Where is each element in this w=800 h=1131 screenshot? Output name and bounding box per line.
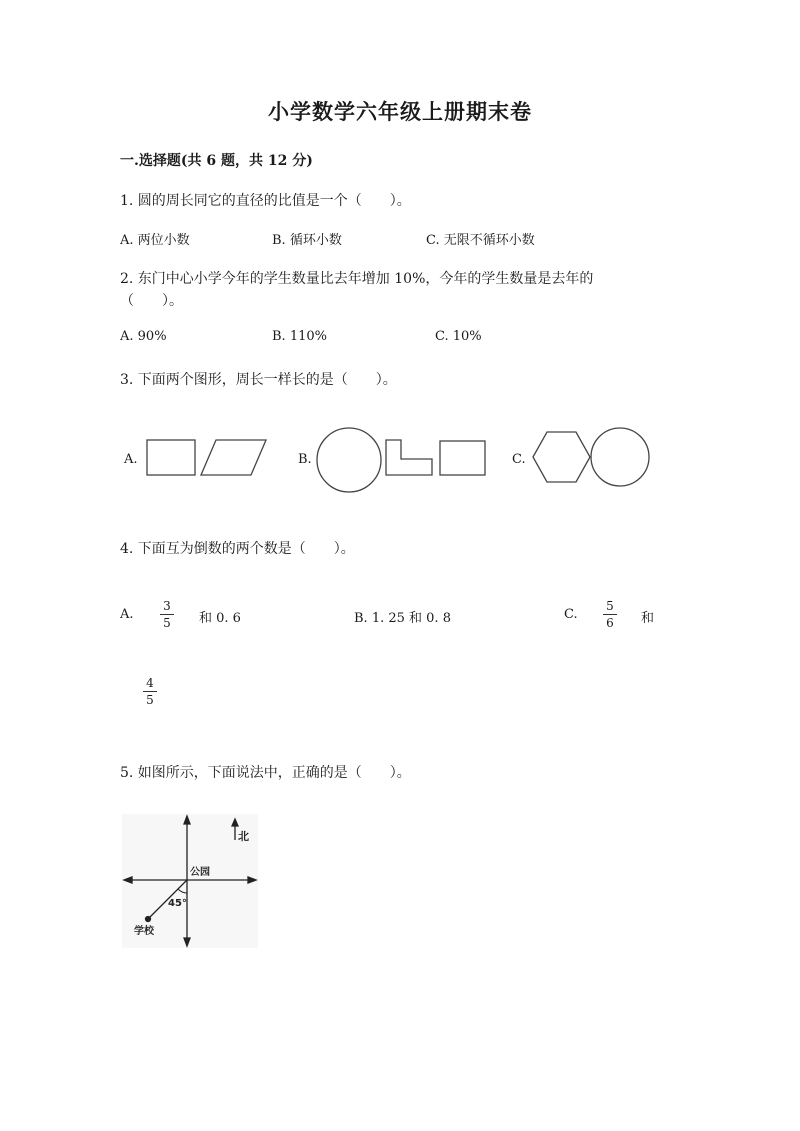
circle-shape-c [591,428,649,486]
square-shape [147,440,195,475]
question-4-option-c-label[interactable]: C. [564,607,578,622]
question-5-stem: 5. 如图所示，下面说法中，正确的是（ ）。 [120,765,411,781]
l-shape [386,440,432,475]
question-2-option-b[interactable]: B. 110% [272,329,327,344]
park-label: 公园 [190,867,210,878]
question-3-option-c[interactable]: C. [512,452,526,467]
section-heading: 一.选择题(共 6 题，共 12 分) [120,153,313,169]
parallelogram-shape [201,440,266,475]
question-2-option-c[interactable]: C. 10% [435,329,482,344]
circle-shape [317,428,381,492]
question-4-stem: 4. 下面互为倒数的两个数是（ ）。 [120,541,355,557]
question-1-option-c[interactable]: C. 无限不循环小数 [426,233,535,248]
question-2-stem-line2: （ ）。 [120,293,183,309]
question-1-stem: 1. 圆的周长同它的直径的比值是一个（ ）。 [120,193,411,209]
question-1-option-a[interactable]: A. 两位小数 [120,233,190,248]
question-2-stem-line1: 2. 东门中心小学今年的学生数量比去年增加 10%，今年的学生数量是去年的 [120,271,594,287]
question-3-figures [0,0,800,520]
fraction-three-fifths: 3 5 [160,599,174,630]
hexagon-shape [533,432,590,482]
school-label: 学校 [134,926,154,937]
question-3-option-a[interactable]: A. [124,452,138,467]
question-4-option-c-text: 和 [641,611,655,626]
question-4-option-a-text: 和 0. 6 [199,611,241,626]
direction-diagram [122,814,258,948]
question-3-stem: 3. 下面两个图形，周长一样长的是（ ）。 [120,372,397,388]
question-1-option-b[interactable]: B. 循环小数 [272,233,342,248]
question-2-option-a[interactable]: A. 90% [120,329,167,344]
rectangle-shape [440,441,485,475]
question-4-option-b[interactable]: B. 1. 25 和 0. 8 [354,611,451,626]
angle-label: 45° [168,898,187,909]
question-3-option-b[interactable]: B. [298,452,312,467]
north-label: 北 [238,830,249,843]
fraction-five-sixths: 5 6 [603,599,617,630]
question-4-option-a-label[interactable]: A. [120,607,134,622]
page-title: 小学数学六年级上册期末卷 [268,99,532,124]
fraction-four-fifths: 4 5 [143,676,157,707]
